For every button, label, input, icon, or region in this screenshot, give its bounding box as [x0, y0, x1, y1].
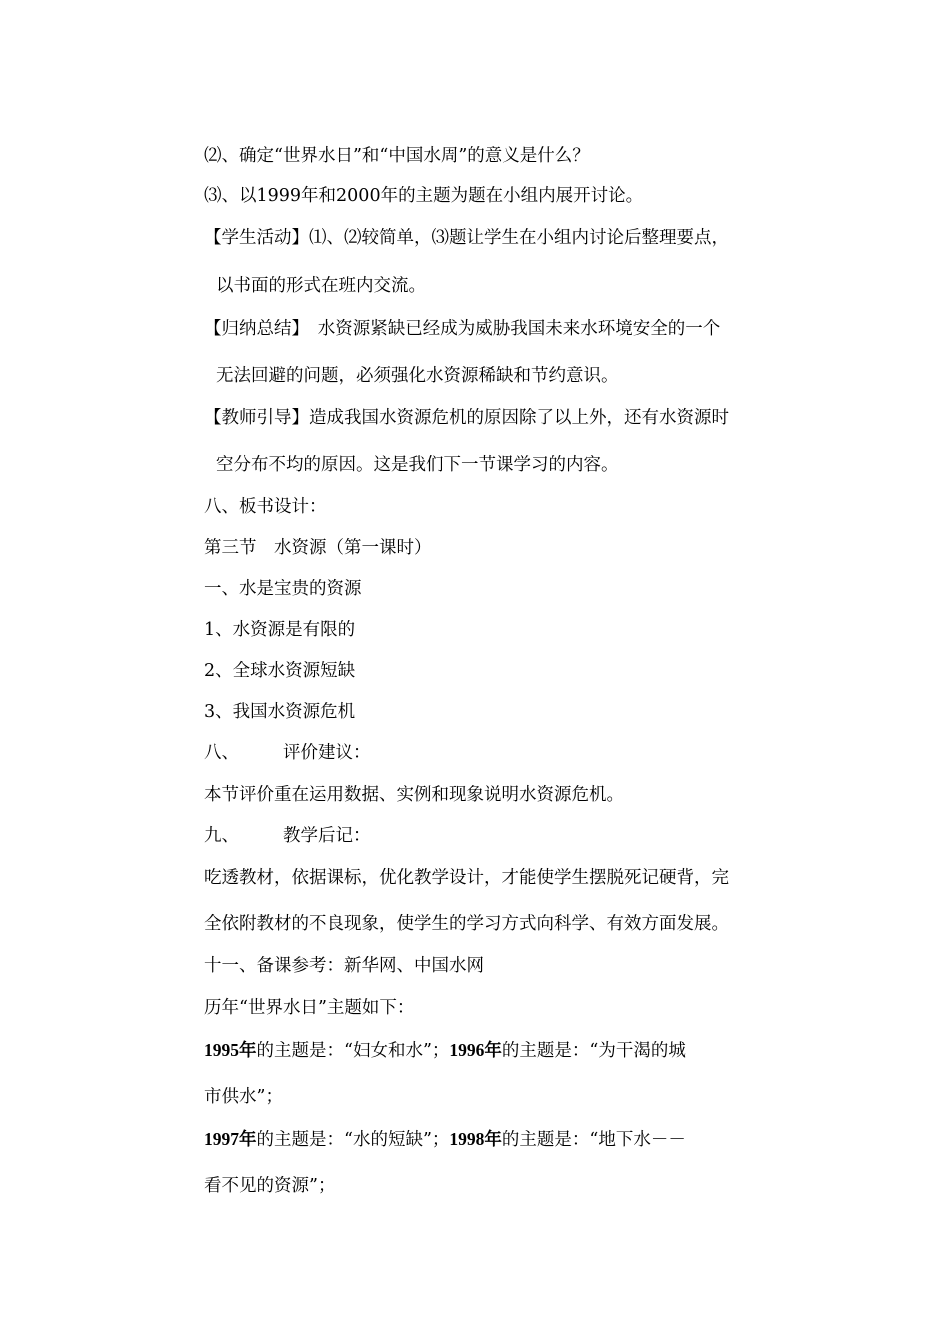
student-activity-cont: 以书面的形式在班内交流。: [216, 276, 426, 296]
theme-1998-cont: 看不见的资源”；: [204, 1176, 336, 1196]
question-2: ⑵、确定“世界水日”和“中国水周”的意义是什么？: [204, 146, 590, 166]
evaluation-label: 评价建议：: [283, 743, 371, 763]
section-heading-postscript: [204, 824, 371, 848]
board-item-2: 1、水资源是有限的: [204, 620, 356, 640]
year-1995: 1995年: [204, 1040, 257, 1060]
theme-1995: 的主题是：“妇女和水”；: [256, 1041, 450, 1061]
theme-1996: 的主题是：“为干渴的城: [501, 1041, 686, 1061]
section-heading-board-design: 八、板书设计：: [204, 497, 327, 517]
theme-line-1997-1998: [204, 1127, 686, 1152]
board-item-4: 3、我国水资源危机: [204, 702, 356, 722]
evaluation-text: 本节评价重在运用数据、实例和现象说明水资源危机。: [204, 785, 624, 805]
evaluation-number: 八、: [204, 743, 239, 763]
student-activity: 【学生活动】⑴、⑵较简单，⑶题让学生在小组内讨论后整理要点，: [204, 228, 729, 248]
year-1996: 1996年: [449, 1040, 502, 1060]
water-day-intro: 历年“世界水日”主题如下：: [204, 998, 415, 1018]
summary-cont: 无法回避的问题，必须强化水资源稀缺和节约意识。: [216, 366, 619, 386]
teacher-guide-cont: 空分布不均的原因。这是我们下一节课学习的内容。: [216, 455, 619, 475]
board-item-3: 2、全球水资源短缺: [204, 661, 356, 681]
theme-1998: 的主题是：“地下水－－: [501, 1130, 686, 1150]
section-heading-evaluation: [204, 741, 371, 765]
theme-1997: 的主题是：“水的短缺”；: [256, 1130, 450, 1150]
question-3: ⑶、以1999年和2000年的主题为题在小组内展开讨论。: [204, 186, 644, 206]
section-heading-references: 十一、备课参考：新华网、中国水网: [204, 956, 484, 976]
postscript-text-cont: 全依附教材的不良现象，使学生的学习方式向科学、有效方面发展。: [204, 914, 729, 934]
year-1998: 1998年: [449, 1129, 502, 1149]
year-1997: 1997年: [204, 1129, 257, 1149]
board-item-1: 一、水是宝贵的资源: [204, 579, 362, 599]
theme-line-1995-1996: [204, 1038, 686, 1063]
theme-1996-cont: 市供水”；: [204, 1087, 283, 1107]
teacher-guide: 【教师引导】造成我国水资源危机的原因除了以上外，还有水资源时: [204, 408, 729, 428]
summary: 【归纳总结】 水资源紧缺已经成为威胁我国未来水环境安全的一个: [204, 319, 721, 339]
postscript-label: 教学后记：: [283, 826, 371, 846]
postscript-text: 吃透教材，依据课标，优化教学设计，才能使学生摆脱死记硬背，完: [204, 868, 729, 888]
postscript-number: 九、: [204, 826, 239, 846]
board-title: 第三节 水资源（第一课时）: [204, 538, 432, 558]
